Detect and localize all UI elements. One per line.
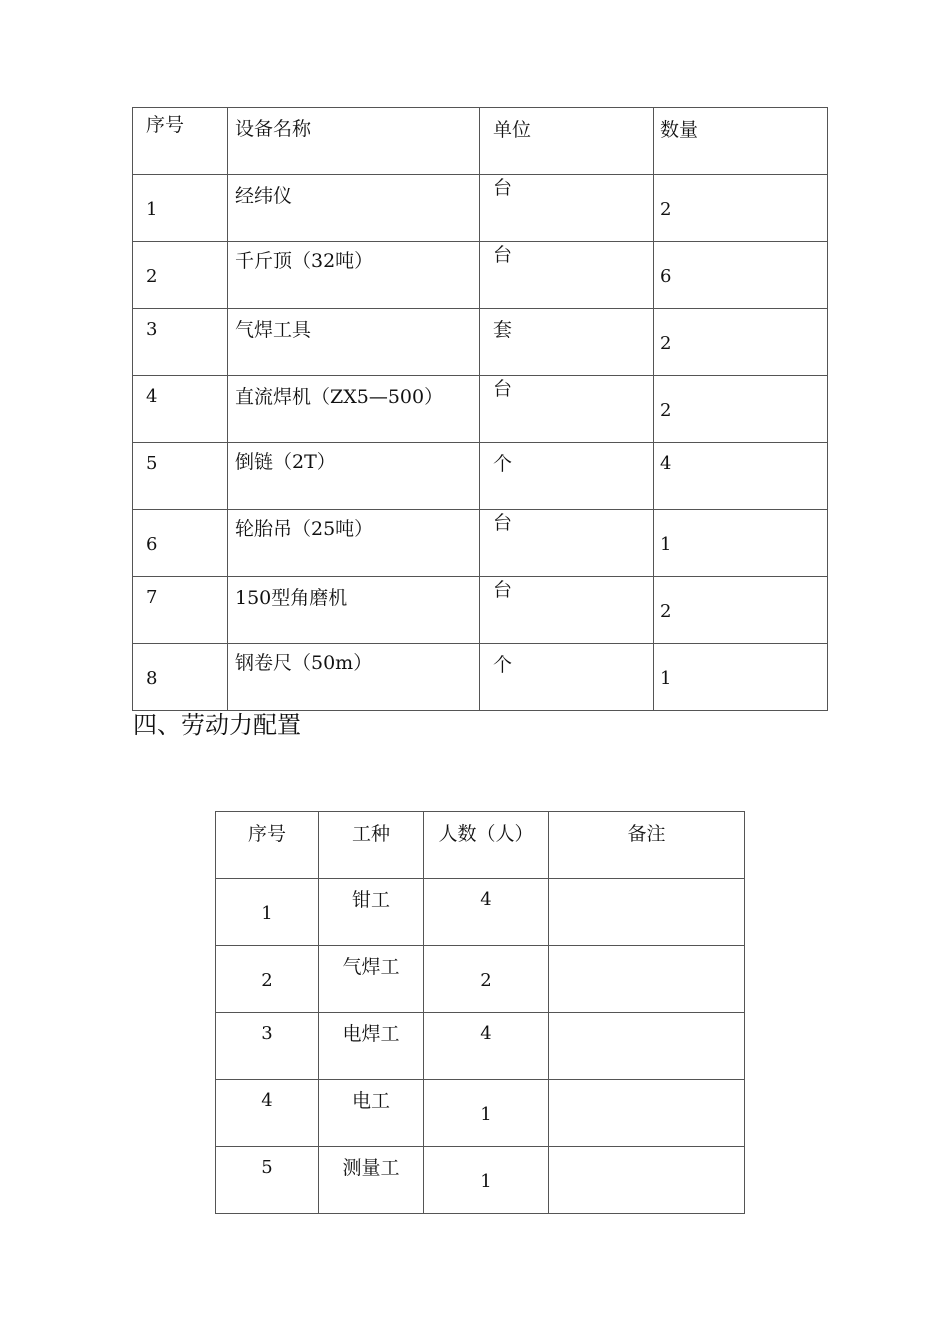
table-row: [216, 1147, 745, 1214]
row-no: 3: [146, 319, 158, 340]
header-trade: 工种: [351, 823, 390, 845]
equipment-quantity: 1: [660, 668, 672, 689]
row-no: 1: [146, 199, 158, 220]
table-row: [216, 879, 745, 946]
labor-header-row: [216, 812, 745, 879]
trade-name: 电工: [351, 1090, 390, 1112]
equipment-unit: 个: [493, 453, 513, 475]
header-no: 序号: [247, 823, 286, 845]
table-row: [216, 946, 745, 1013]
row-no: 4: [261, 1090, 273, 1111]
table-row: [133, 577, 828, 644]
equipment-name: 千斤顶（32吨）: [235, 250, 374, 272]
trade-name: 电焊工: [342, 1023, 400, 1045]
equipment-name: 钢卷尺（50m）: [235, 652, 373, 674]
headcount: 2: [480, 970, 492, 991]
equipment-unit: 套: [493, 319, 513, 341]
headcount: 1: [480, 1171, 492, 1192]
row-no: 6: [146, 534, 158, 555]
table-row: [133, 443, 828, 510]
table-row: [133, 644, 828, 711]
table-row: [133, 376, 828, 443]
row-no: 1: [261, 903, 273, 924]
equipment-unit: 个: [493, 654, 513, 676]
trade-name: 气焊工: [342, 956, 400, 978]
table-row: [133, 309, 828, 376]
equipment-unit: 台: [493, 177, 513, 199]
equipment-name: 直流焊机（ZX5—500）: [235, 386, 444, 408]
header-no: 序号: [146, 114, 185, 136]
headcount: 4: [480, 889, 492, 910]
equipment-quantity: 2: [660, 400, 672, 421]
equipment-quantity: 2: [660, 601, 672, 622]
row-no: 5: [146, 453, 158, 474]
equipment-unit: 台: [493, 378, 513, 400]
equipment-quantity: 1: [660, 534, 672, 555]
trade-name: 测量工: [342, 1157, 400, 1179]
equipment-unit: 台: [493, 244, 513, 266]
equipment-name: 倒链（2T）: [235, 451, 336, 473]
row-no: 8: [146, 668, 158, 689]
equipment-unit: 台: [493, 579, 513, 601]
table-row: [133, 175, 828, 242]
header-unit: 单位: [493, 119, 532, 141]
row-no: 4: [146, 386, 158, 407]
equipment-quantity: 2: [660, 333, 672, 354]
table-row: [216, 1080, 745, 1147]
equipment-name: 轮胎吊（25吨）: [235, 518, 374, 540]
trade-name: 钳工: [351, 889, 390, 911]
equipment-name: 150型角磨机: [235, 587, 348, 609]
header-remark: 备注: [627, 823, 666, 845]
equipment-quantity: 4: [660, 453, 672, 474]
row-no: 2: [146, 266, 158, 287]
headcount: 4: [480, 1023, 492, 1044]
table-row: [133, 510, 828, 577]
equipment-header-row: [133, 108, 828, 175]
equipment-unit: 台: [493, 512, 513, 534]
header-quantity: 数量: [660, 119, 699, 141]
header-headcount: 人数（人）: [438, 823, 534, 845]
row-no: 7: [146, 587, 158, 608]
header-equipment-name: 设备名称: [235, 118, 312, 140]
row-no: 2: [261, 970, 273, 991]
equipment-quantity: 6: [660, 266, 672, 287]
row-no: 5: [261, 1157, 273, 1178]
equipment-name: 经纬仪: [235, 185, 293, 207]
table-row: [133, 242, 828, 309]
headcount: 1: [480, 1104, 492, 1125]
equipment-table: [132, 107, 828, 711]
table-row: [216, 1013, 745, 1080]
row-no: 3: [261, 1023, 273, 1044]
equipment-quantity: 2: [660, 199, 672, 220]
section-heading: 四、劳动力配置: [133, 711, 301, 739]
equipment-name: 气焊工具: [235, 319, 312, 341]
labor-table: [215, 811, 745, 1214]
